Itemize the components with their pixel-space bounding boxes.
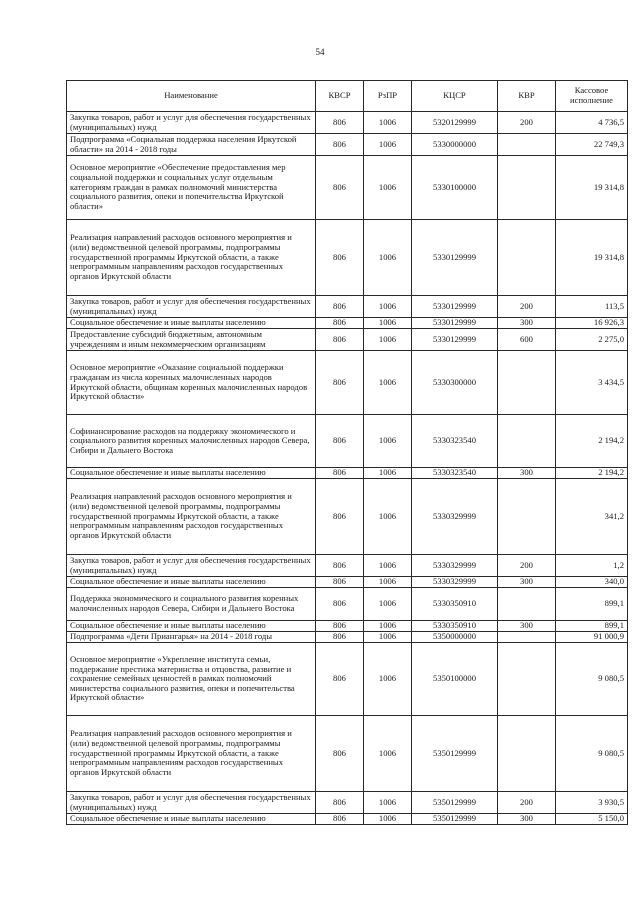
row-kvr (498, 351, 556, 415)
row-rzpr: 1006 (364, 112, 412, 134)
row-kvr: 300 (498, 621, 556, 632)
table-row (67, 716, 628, 792)
row-name: Реализация направлений расходов основного мероприятия и (или) ведомственной целевой программы, подпрограммы государственной программы Иркутской области, а также непрограммным направлениям расходов государственных органов Иркутской области (67, 220, 316, 296)
row-kvsr: 806 (316, 134, 364, 156)
row-kcsr: 5320129999 (412, 112, 498, 134)
row-amount: 9 080,5 (556, 643, 628, 716)
row-kvsr: 806 (316, 814, 364, 825)
row-amount: 2 194,2 (556, 468, 628, 479)
header-kcsr: КЦСР (412, 81, 498, 112)
row-kvr (498, 632, 556, 643)
row-kcsr: 5330129999 (412, 296, 498, 318)
row-rzpr: 1006 (364, 621, 412, 632)
row-kcsr: 5330300000 (412, 351, 498, 415)
row-kvsr: 806 (316, 643, 364, 716)
row-rzpr: 1006 (364, 555, 412, 577)
row-name: Основное мероприятие «Укрепление института семьи, поддержание престижа материнства и отцовства, развитие и сохранение семейных ценностей в рамках полномочий министерства социального развития, опеки и попечительства Иркутской области» (67, 643, 316, 716)
row-kvr: 200 (498, 555, 556, 577)
row-kvsr: 806 (316, 555, 364, 577)
row-amount: 2 275,0 (556, 329, 628, 351)
row-amount: 4 736,5 (556, 112, 628, 134)
row-rzpr: 1006 (364, 716, 412, 792)
row-kvr (498, 134, 556, 156)
row-rzpr: 1006 (364, 577, 412, 588)
row-rzpr: 1006 (364, 296, 412, 318)
row-amount: 9 080,5 (556, 716, 628, 792)
row-rzpr: 1006 (364, 318, 412, 329)
row-name: Софинансирование расходов на поддержку экономического и социального развития коренных малочисленных народов Севера, Сибири и Дальнего Востока (67, 415, 316, 468)
row-kvsr: 806 (316, 329, 364, 351)
table-row (67, 792, 628, 814)
table-row (67, 112, 628, 134)
row-name: Подпрограмма «Социальная поддержка населения Иркутской области» на 2014 - 2018 годы (67, 134, 316, 156)
table-header (67, 81, 628, 112)
row-rzpr: 1006 (364, 814, 412, 825)
row-amount: 91 000,9 (556, 632, 628, 643)
table-row (67, 156, 628, 220)
row-kcsr: 5330329999 (412, 555, 498, 577)
row-kcsr: 5350129999 (412, 792, 498, 814)
row-name: Закупка товаров, работ и услуг для обеспечения государственных (муниципальных) нужд (67, 792, 316, 814)
row-kvr: 200 (498, 112, 556, 134)
row-amount: 5 150,0 (556, 814, 628, 825)
row-kvsr: 806 (316, 220, 364, 296)
row-kvr: 300 (498, 468, 556, 479)
row-name: Предоставление субсидий бюджетным, автономным учреждениям и иным некоммерческим организациям (67, 329, 316, 351)
row-rzpr: 1006 (364, 156, 412, 220)
row-kvsr: 806 (316, 792, 364, 814)
table-row (67, 621, 628, 632)
row-amount: 19 314,8 (556, 220, 628, 296)
row-kvsr: 806 (316, 468, 364, 479)
row-kcsr: 5330000000 (412, 134, 498, 156)
row-kvsr: 806 (316, 479, 364, 555)
row-kvr: 300 (498, 318, 556, 329)
row-kvr (498, 588, 556, 621)
table-row (67, 468, 628, 479)
table-row (67, 577, 628, 588)
table-row (67, 588, 628, 621)
row-amount: 341,2 (556, 479, 628, 555)
row-kvr (498, 415, 556, 468)
row-name: Реализация направлений расходов основного мероприятия и (или) ведомственной целевой программы, подпрограммы государственной программы Иркутской области, а также непрограммным направлениям расходов государственных органов Иркутской области (67, 479, 316, 555)
row-name: Закупка товаров, работ и услуг для обеспечения государственных (муниципальных) нужд (67, 112, 316, 134)
row-kvr: 200 (498, 792, 556, 814)
row-kcsr: 5330350910 (412, 621, 498, 632)
row-kvsr: 806 (316, 112, 364, 134)
row-name: Социальное обеспечение и иные выплаты населению (67, 468, 316, 479)
row-kcsr: 5330323540 (412, 415, 498, 468)
row-kvsr: 806 (316, 621, 364, 632)
table-row (67, 814, 628, 825)
row-amount: 899,1 (556, 621, 628, 632)
row-kvsr: 806 (316, 296, 364, 318)
row-rzpr: 1006 (364, 329, 412, 351)
row-name: Реализация направлений расходов основного мероприятия и (или) ведомственной целевой программы, подпрограммы государственной программы Иркутской области, а также непрограммным направлениям расходов государственных органов Иркутской области (67, 716, 316, 792)
row-kvsr: 806 (316, 632, 364, 643)
row-amount: 3 434,5 (556, 351, 628, 415)
row-amount: 1,2 (556, 555, 628, 577)
row-rzpr: 1006 (364, 588, 412, 621)
page-number: 54 (315, 47, 325, 57)
row-name: Социальное обеспечение и иные выплаты населению (67, 577, 316, 588)
row-amount: 113,5 (556, 296, 628, 318)
row-kvr (498, 479, 556, 555)
table-row (67, 134, 628, 156)
row-kcsr: 5330323540 (412, 468, 498, 479)
row-amount: 340,0 (556, 577, 628, 588)
table-row (67, 296, 628, 318)
row-kvsr: 806 (316, 351, 364, 415)
row-name: Закупка товаров, работ и услуг для обеспечения государственных (муниципальных) нужд (67, 296, 316, 318)
table-row (67, 318, 628, 329)
table-row (67, 220, 628, 296)
table-row (67, 351, 628, 415)
row-kvr (498, 716, 556, 792)
row-rzpr: 1006 (364, 220, 412, 296)
row-kcsr: 5330129999 (412, 220, 498, 296)
row-amount: 899,1 (556, 588, 628, 621)
row-rzpr: 1006 (364, 134, 412, 156)
row-kcsr: 5330329999 (412, 577, 498, 588)
row-amount: 3 930,5 (556, 792, 628, 814)
row-kvr: 600 (498, 329, 556, 351)
header-amount: Кассовое исполнение (556, 81, 628, 112)
row-kvsr: 806 (316, 318, 364, 329)
row-kcsr: 5350129999 (412, 814, 498, 825)
table-body (67, 112, 628, 825)
table-row (67, 329, 628, 351)
row-kvr: 300 (498, 577, 556, 588)
table-row (67, 415, 628, 468)
row-kcsr: 5350129999 (412, 716, 498, 792)
row-amount: 19 314,8 (556, 156, 628, 220)
budget-table (66, 80, 628, 825)
row-kvr (498, 643, 556, 716)
row-kvr (498, 220, 556, 296)
row-kcsr: 5330100000 (412, 156, 498, 220)
row-kcsr: 5330329999 (412, 479, 498, 555)
row-kvsr: 806 (316, 577, 364, 588)
table-row (67, 555, 628, 577)
row-amount: 2 194,2 (556, 415, 628, 468)
row-kvr: 200 (498, 296, 556, 318)
row-rzpr: 1006 (364, 479, 412, 555)
table-row (67, 643, 628, 716)
row-name: Основное мероприятие «Обеспечение предоставления мер социальной поддержки и социальных услуг отдельным категориям граждан в рамках полномочий министерства социального развития, опеки и попечительства Иркутской области» (67, 156, 316, 220)
row-kcsr: 5350100000 (412, 643, 498, 716)
header-rzpr: РзПР (364, 81, 412, 112)
row-kvsr: 806 (316, 415, 364, 468)
row-rzpr: 1006 (364, 792, 412, 814)
row-kcsr: 5350000000 (412, 632, 498, 643)
row-kvsr: 806 (316, 716, 364, 792)
row-kvsr: 806 (316, 156, 364, 220)
row-kcsr: 5330129999 (412, 318, 498, 329)
row-name: Основное мероприятие «Оказание социальной поддержки гражданам из числа коренных малочисленных народов Иркутской области, общинам коренных малочисленных народов Иркутской области» (67, 351, 316, 415)
row-name: Подпрограмма «Дети Приангарья» на 2014 - 2018 годы (67, 632, 316, 643)
row-rzpr: 1006 (364, 415, 412, 468)
row-name: Социальное обеспечение и иные выплаты населению (67, 621, 316, 632)
row-kvsr: 806 (316, 588, 364, 621)
header-kvsr: КВСР (316, 81, 364, 112)
row-name: Социальное обеспечение и иные выплаты населению (67, 814, 316, 825)
row-kcsr: 5330350910 (412, 588, 498, 621)
row-amount: 22 749,3 (556, 134, 628, 156)
row-rzpr: 1006 (364, 468, 412, 479)
row-amount: 16 926,3 (556, 318, 628, 329)
row-rzpr: 1006 (364, 643, 412, 716)
row-rzpr: 1006 (364, 351, 412, 415)
row-kcsr: 5330129999 (412, 329, 498, 351)
row-rzpr: 1006 (364, 632, 412, 643)
header-kvr: КВР (498, 81, 556, 112)
row-name: Социальное обеспечение и иные выплаты населению (67, 318, 316, 329)
table-row (67, 479, 628, 555)
header-name: Наименование (67, 81, 316, 112)
row-kvr (498, 156, 556, 220)
row-name: Закупка товаров, работ и услуг для обеспечения государственных (муниципальных) нужд (67, 555, 316, 577)
row-kvr: 300 (498, 814, 556, 825)
row-name: Поддержка экономического и социального развития коренных малочисленных народов Севера, Сибири и Дальнего Востока (67, 588, 316, 621)
table-row (67, 632, 628, 643)
